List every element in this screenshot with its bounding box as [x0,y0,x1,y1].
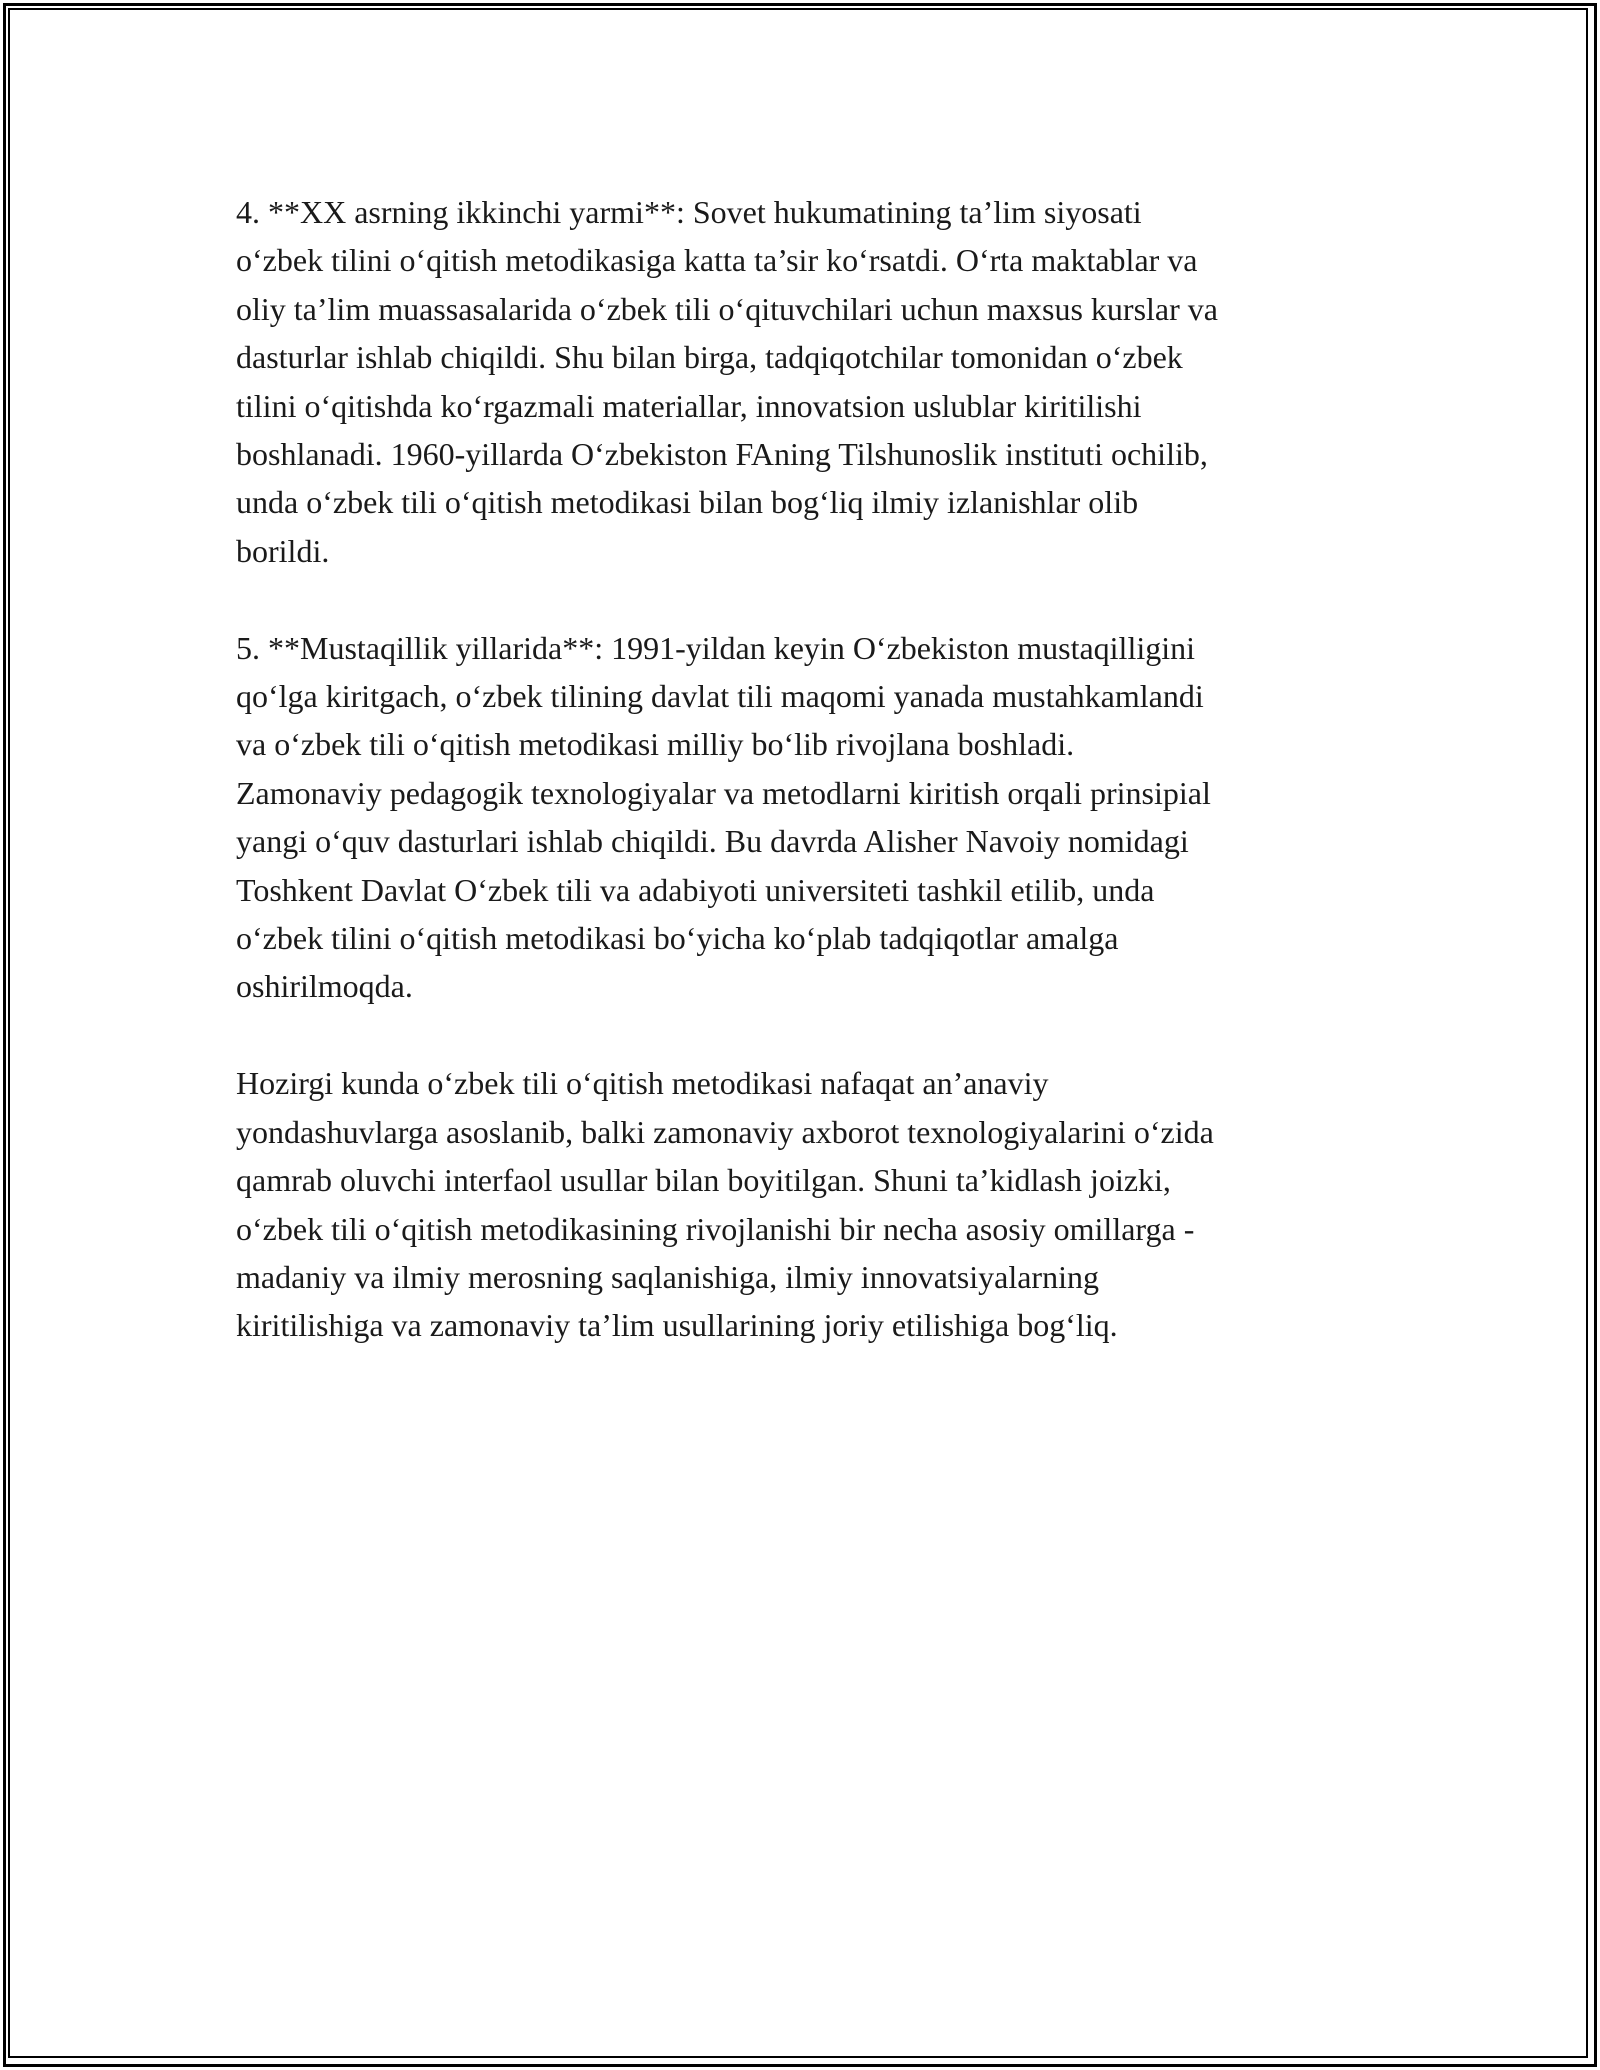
text-line: boshlanadi. 1960-yillarda O‘zbekiston FAning Tilshunoslik instituti ochilib, [236,436,1208,473]
text-line: oshirilmoqda. [236,968,413,1005]
text-line: Zamonaviy pedagogik texnologiyalar va metodlarni kiritish orqali prinsipial [236,774,1211,811]
text-line: oliy ta’lim muassasalarida o‘zbek tili o‘qituvchilari uchun maxsus kurslar va [236,290,1218,327]
paragraph-independence-years [236,624,1376,1011]
text-line: qamrab oluvchi interfaol usullar bilan boyitilgan. Shuni ta’kidlash joizki, [236,1162,1171,1199]
text-line: borildi. [236,532,330,569]
text-line: o‘zbek tilini o‘qitish metodikasi bo‘yicha ko‘plab tadqiqotlar amalga [236,920,1119,957]
text-line: yondashuvlarga asoslanib, balki zamonaviy axborot texnologiyalarini o‘zida [236,1113,1214,1150]
text-line: Hozirgi kunda o‘zbek tili o‘qitish metodikasi nafaqat an’anaviy [236,1065,1049,1102]
text-line: dasturlar ishlab chiqildi. Shu bilan birga, tadqiqotchilar tomonidan o‘zbek [236,339,1183,376]
text-line: madaniy va ilmiy merosning saqlanishiga, ilmiy innovatsiyalarning [236,1258,1099,1295]
text-line: qo‘lga kiritgach, o‘zbek tilining davlat tili maqomi yanada mustahkamlandi [236,678,1204,715]
text-line: tilini o‘qitishda ko‘rgazmali materiallar, innovatsion uslublar kiritilishi [236,387,1142,424]
text-line: va o‘zbek tili o‘qitish metodikasi milliy bo‘lib rivojlana boshladi. [236,726,1075,763]
text-line: 5. **Mustaqillik yillarida**: 1991-yildan keyin O‘zbekiston mustaqilligini [236,629,1195,666]
text-line: unda o‘zbek tili o‘qitish metodikasi bilan bog‘liq ilmiy izlanishlar olib [236,484,1139,521]
text-line: 4. **XX asrning ikkinchi yarmi**: Sovet hukumatining ta’lim siyosati [236,194,1142,230]
paragraph-xx-century [236,188,1376,575]
text-line: o‘zbek tili o‘qitish metodikasining rivojlanishi bir necha asosiy omillarga - [236,1210,1195,1247]
text-line: o‘zbek tilini o‘qitish metodikasiga katta ta’sir ko‘rsatdi. O‘rta maktablar va [236,242,1198,279]
paragraph-present-day [236,1059,1376,1349]
text-line: yangi o‘quv dasturlari ishlab chiqildi. Bu davrda Alisher Navoiy nomidagi [236,823,1189,860]
document-body [236,188,1376,1398]
text-line: kiritilishiga va zamonaviy ta’lim usullarining joriy etilishiga bog‘liq. [236,1307,1118,1344]
text-line: Toshkent Davlat O‘zbek tili va adabiyoti universiteti tashkil etilib, unda [236,871,1155,908]
